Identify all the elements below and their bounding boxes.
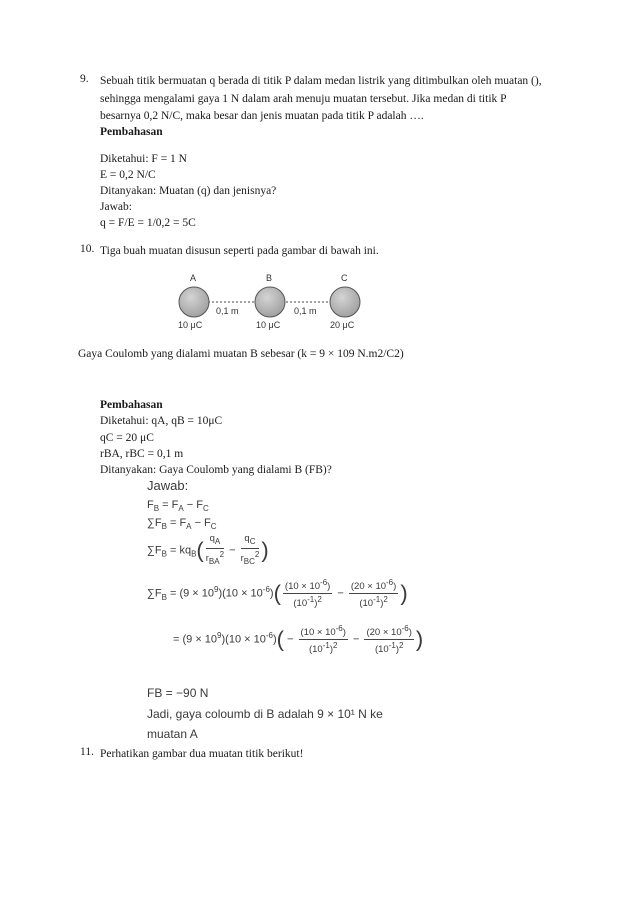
question-text-line: Sebuah titik bermuatan q berada di titik P dalam medan listrik yang ditimbulkan oleh muatan (), [100,75,542,87]
charge-value-b: 10 μC [256,320,281,330]
equation-line: $\sum F_B = kq_B$( $q_A$ $r_{BA}^2$ − $q_C$ $r_{BC}^2$ ) [147,533,269,566]
solution-line: Ditanyakan: Gaya Coulomb yang dialami B (FB)? [100,464,332,476]
solution-line: E = 0,2 N/C [100,169,156,181]
distance-ab: 0,1 m [216,306,239,316]
conclusion-line: muatan A [147,727,198,741]
jawab-label: Jawab: [147,478,189,493]
charge-value-a: 10 μC [178,320,203,330]
conclusion-line: Jadi, gaya coloumb di B adalah 9 × 10¹ N ke [147,707,383,721]
solution-line: Jawab: [100,201,132,213]
charge-label-a: A [190,273,197,283]
charge-value-c: 20 μC [330,320,355,330]
question-text: Tiga buah muatan disusun seperti pada gambar di bawah ini. [100,245,379,257]
charge-a [179,287,209,317]
question-text-line: sehingga mengalami gaya 1 N dalam arah menuju muatan tersebut. Jika medan di titik P [100,93,507,105]
equation-line: $\sum F_B = F_A - F_C$ [147,517,217,532]
result-line: FB = −90 N [147,686,209,700]
charge-label-b: B [266,273,273,283]
question-number: 11. [80,746,94,758]
worked-answer [147,478,477,743]
equation-line: $\sum F_B = (9 \times 10^9)(10 \times 10^{-6})$( $\frac{(10 \times 10^{-6})}{(10^{-1})^2}$ − $\frac{(20 \times 10^{-6})}{(10^{-1})^2}$ ) [147,578,408,610]
question-text: Perhatikan gambar dua muatan titik berikut! [100,748,304,760]
solution-line: Ditanyakan: Muatan (q) dan jenisnya? [100,185,277,197]
charge-c [330,287,360,317]
question-prompt: Gaya Coulomb yang dialami muatan B sebesar (k = 9 × 109 N.m2/C2) [78,348,404,360]
solution-line: qC = 20 μC [100,432,154,444]
equation-line: = $(9 \times 10^9)(10 \times 10^{-6})$( − $\frac{(10 \times 10^{-6})}{(10^{-1})^2}$ − $\frac{(20 \times 10^{-6})}{(10^{-1})^2}$ ) [173,624,424,656]
pembahasan-heading: Pembahasan [100,126,163,138]
question-number: 9. [80,73,89,85]
pembahasan-heading: Pembahasan [100,399,163,411]
distance-bc: 0,1 m [294,306,317,316]
solution-line: Diketahui: F = 1 N [100,153,187,165]
charge-b [255,287,285,317]
solution-line: Diketahui: qA, qB = 10μC [100,415,223,427]
solution-line: q = F/E = 1/0,2 = 5C [100,217,196,229]
charge-label-c: C [341,273,348,283]
question-text-line: besarnya 0,2 N/C, maka besar dan jenis muatan pada titik P adalah …. [100,110,424,122]
charges-figure [170,270,370,332]
question-number: 10. [80,243,95,255]
solution-line: rBA, rBC = 0,1 m [100,448,184,460]
equation-line: $F_B = F_A - F_C$ [147,499,209,514]
